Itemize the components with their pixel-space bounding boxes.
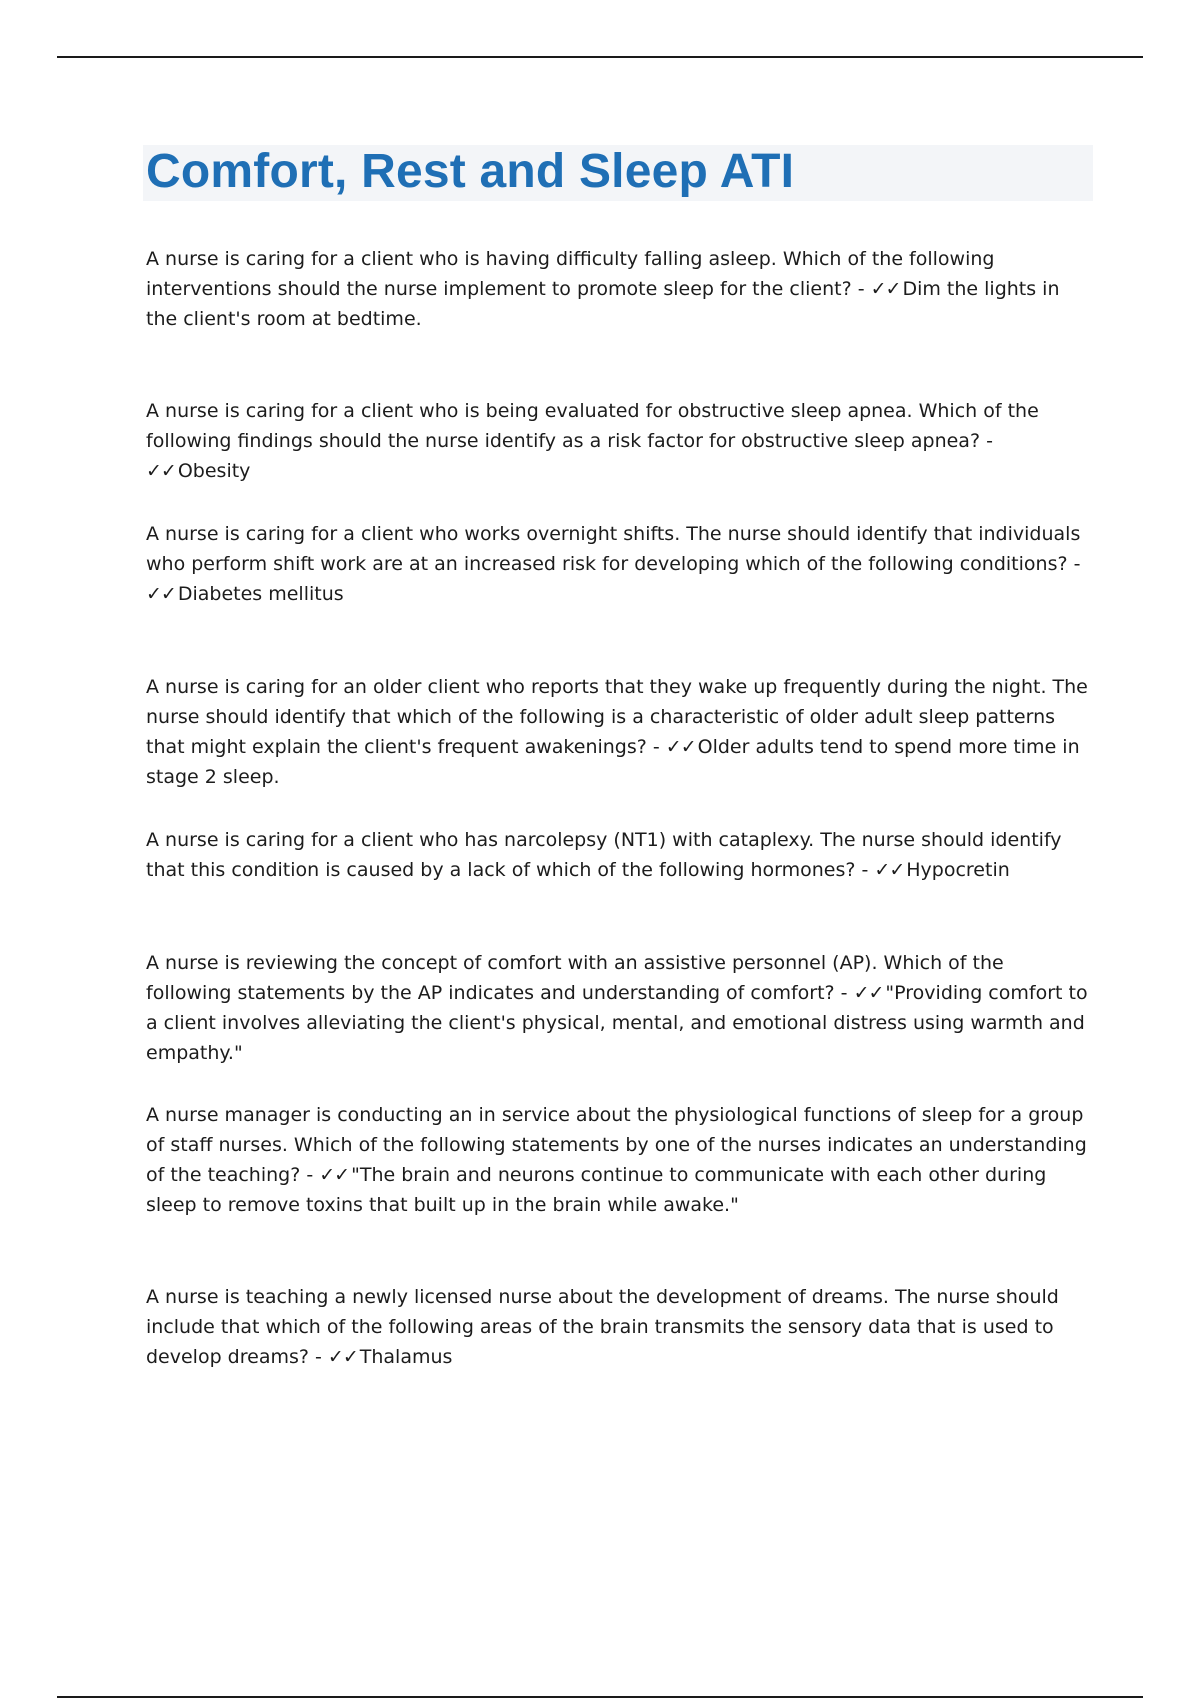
- header-rule: [57, 56, 1143, 58]
- qa-item-4: [146, 672, 1091, 792]
- answer-text: "Providing comfort to a client involves alleviating the client's physical, mental, and emotional distress using warmth and empathy.": [146, 982, 1088, 1064]
- qa-item-6: [146, 948, 1091, 1068]
- footer-rule: [57, 1696, 1143, 1698]
- qa-item-1: [146, 244, 1091, 334]
- qa-item-2: [146, 396, 1091, 486]
- checkmark-icon: ✓✓: [327, 1346, 358, 1368]
- question-text: A nurse is caring for an older client who reports that they wake up frequently during the night. The nurse should identify that which of the following is a characteristic of older adult sleep patterns that might explain the client's frequent awakenings? -: [146, 676, 1088, 758]
- checkmark-icon: ✓✓: [319, 1164, 350, 1186]
- checkmark-icon: ✓✓: [665, 736, 696, 758]
- checkmark-icon: ✓✓: [146, 460, 176, 482]
- answer-text: Dim the lights in the client's room at bedtime.: [146, 278, 1060, 330]
- qa-item-8: [146, 1282, 1091, 1372]
- checkmark-icon: ✓✓: [870, 278, 901, 300]
- answer-text: Hypocretin: [906, 859, 1010, 881]
- question-text: A nurse is caring for a client who works overnight shifts. The nurse should identify that individuals who perform shift work are at an increased risk for developing which of the following conditions? -: [146, 523, 1080, 575]
- qa-item-3: [146, 519, 1091, 609]
- checkmark-icon: ✓✓: [853, 982, 884, 1004]
- qa-item-5: [146, 825, 1091, 885]
- checkmark-icon: ✓✓: [146, 583, 176, 605]
- checkmark-icon: ✓✓: [874, 859, 905, 881]
- answer-text: Older adults tend to spend more time in stage 2 sleep.: [146, 736, 1080, 788]
- question-text: A nurse manager is conducting an in service about the physiological functions of sleep for a group of staff nurses. Which of the following statements by one of the nurses indicates an understanding of the teaching? -: [146, 1104, 1087, 1186]
- answer-text: "The brain and neurons continue to communicate with each other during sleep to remove toxins that built up in the brain while awake.": [146, 1164, 1047, 1216]
- question-text: A nurse is caring for a client who is having difficulty falling asleep. Which of the following interventions should the nurse implement to promote sleep for the client? -: [146, 248, 994, 300]
- document-title: Comfort, Rest and Sleep ATI: [146, 145, 795, 198]
- question-text: A nurse is caring for a client who has narcolepsy (NT1) with cataplexy. The nurse should identify that this condition is caused by a lack of which of the following hormones? -: [146, 829, 1062, 881]
- question-text: A nurse is caring for a client who is being evaluated for obstructive sleep apnea. Which of the following findings should the nurse identify as a risk factor for obstructive sleep apnea? -: [146, 400, 1039, 452]
- answer-text: Diabetes mellitus: [177, 583, 344, 605]
- answer-text: Obesity: [177, 460, 251, 482]
- question-text: A nurse is reviewing the concept of comfort with an assistive personnel (AP). Which of the following statements by the AP indicates and understanding of comfort? -: [146, 952, 1004, 1004]
- answer-text: Thalamus: [359, 1346, 453, 1368]
- qa-item-7: [146, 1100, 1091, 1220]
- question-text: A nurse is teaching a newly licensed nurse about the development of dreams. The nurse should include that which of the following areas of the brain transmits the sensory data that is used to develop dreams? -: [146, 1286, 1059, 1368]
